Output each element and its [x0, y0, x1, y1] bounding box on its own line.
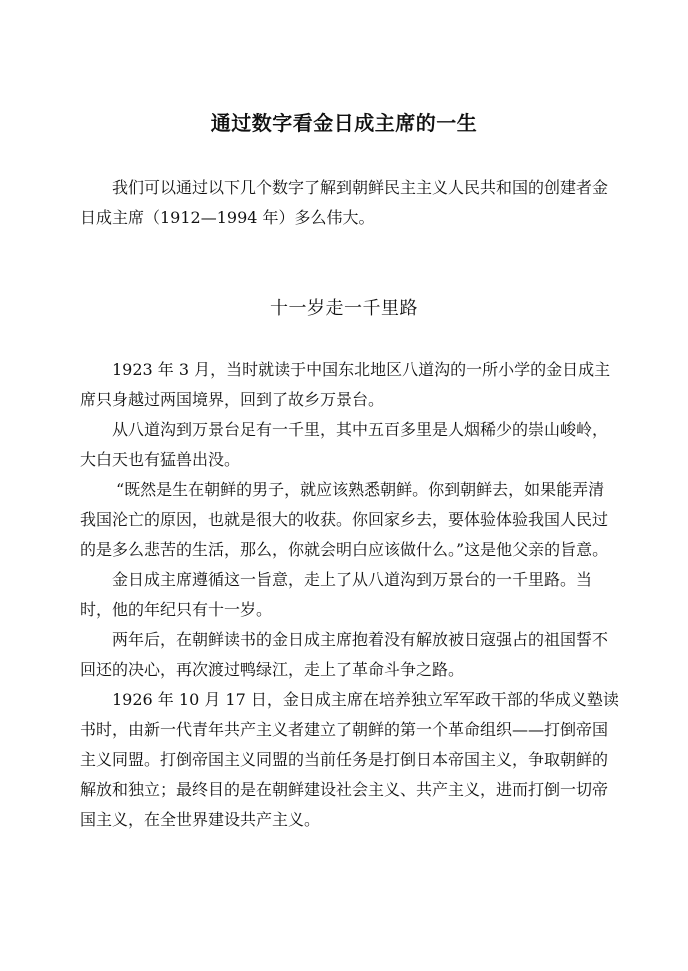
intro-section	[80, 173, 620, 233]
paragraph-4: 金日成主席遵循这一旨意，走上了从八道沟到万景台的一千里路。当时，他的年纪只有十一岁。	[80, 570, 593, 619]
paragraph-6: 1926 年 10 月 17 日，金日成主席在培养独立军军政干部的华成义塾读书时，由新一代青年共产主义者建立了朝鲜的第一个革命组织——打倒帝国主义同盟。打倒帝国主义同盟的当前任务是打倒日本帝国主义，争取朝鲜的解放和独立；最终目的是在朝鲜建设社会主义、共产主义，进而打倒一切帝国主义，在全世界建设共产主义。	[80, 690, 619, 829]
document-title: 通过数字看金日成主席的一生	[210, 111, 478, 135]
body-text	[80, 355, 620, 835]
paragraph-1: 1923 年 3 月，当时就读于中国东北地区八道沟的一所小学的金日成主席只身越过两国境界，回到了故乡万景台。	[80, 360, 611, 409]
intro-paragraph: 我们可以通过以下几个数字了解到朝鲜民主主义人民共和国的创建者金日成主席（1912—1994 年）多么伟大。	[80, 178, 609, 227]
section-title: 十一岁走一千里路	[270, 298, 418, 319]
paragraph-quote: “既然是生在朝鲜的男子，就应该熟悉朝鲜。你到朝鲜去，如果能弄清我国沦亡的原因，也就是很大的收获。你回家乡去，要体验体验我国人民过的是多么悲苦的生活，那么，你就会明白应该做什么。”这是他父亲的旨意。	[80, 480, 609, 559]
paragraph-2: 从八道沟到万景台足有一千里，其中五百多里是人烟稀少的崇山峻岭，大白天也有猛兽出没。	[80, 420, 609, 469]
paragraph-5: 两年后，在朝鲜读书的金日成主席抱着没有解放被日寇强占的祖国誓不回还的决心，再次渡过鸭绿江，走上了革命斗争之路。	[80, 630, 609, 679]
